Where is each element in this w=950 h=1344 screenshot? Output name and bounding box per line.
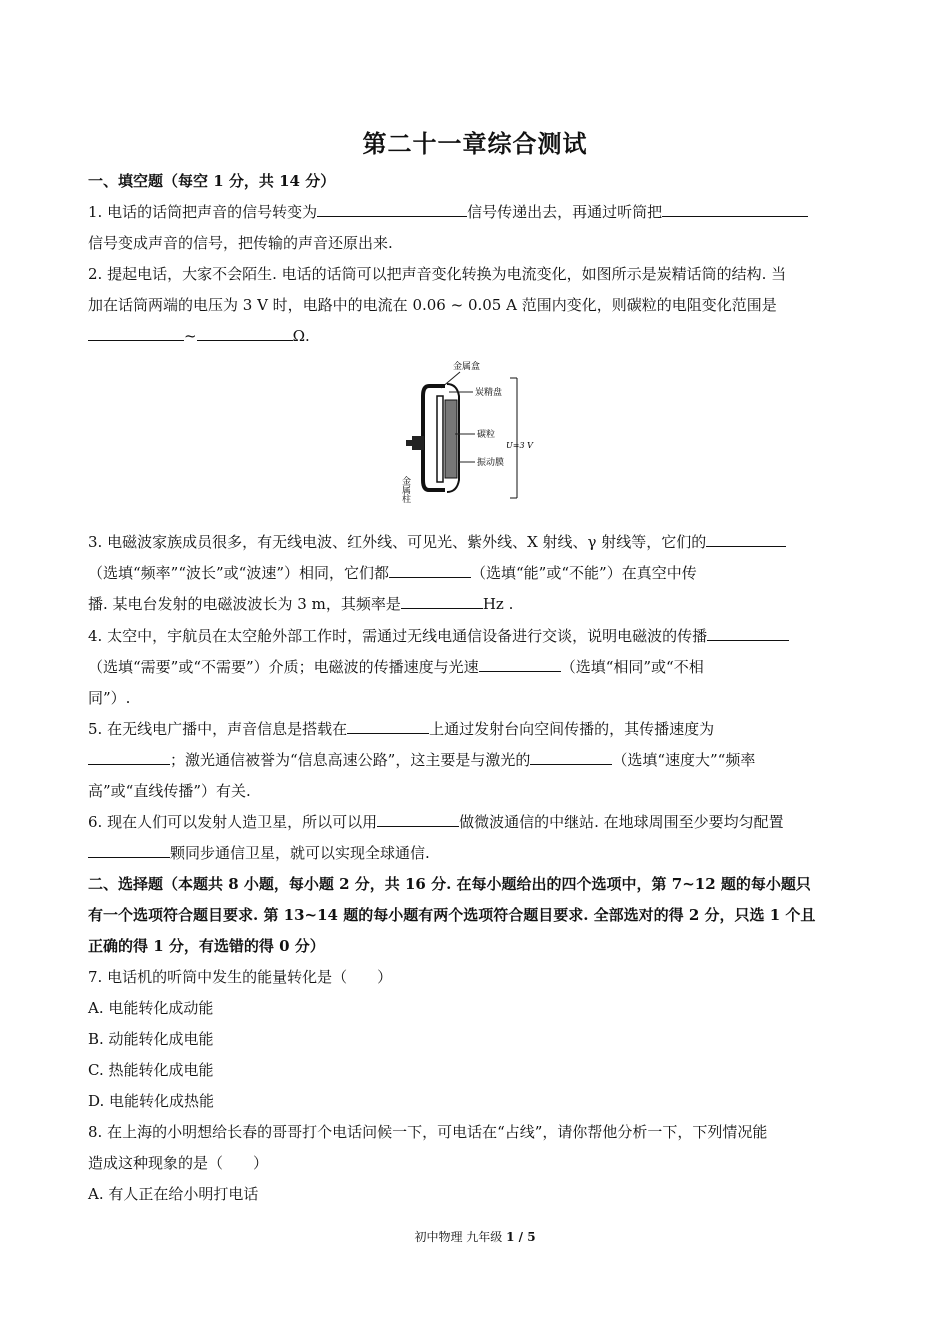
answer-blank[interactable] [317,202,467,217]
question-7-option-d[interactable]: D. 电能转化成热能 [88,1092,215,1110]
figure-label-voltage: U=3 V [506,441,533,450]
question-4-line-1: 4. 太空中，宇航员在太空舱外部工作时，需通过无线电通信设备进行交谈，说明电磁波的传播 [88,626,868,646]
answer-blank[interactable] [706,532,786,547]
answer-blank[interactable] [347,719,429,734]
carbon-microphone-diagram [400,356,545,506]
carbon-granules-block [445,400,457,478]
question-6-line-1: 6. 现在人们可以发射人造卫星，所以可以用 做微波通信的中继站. 在地球周围至少要均匀配置 [88,813,784,831]
question-1-line-2: 信号变成声音的信号，把传输的声音还原出来. [88,234,393,252]
question-7-option-a[interactable]: A. 电能转化成动能 [88,999,214,1017]
carbon-disk-shape [437,396,443,482]
question-7-option-b[interactable]: B. 动能转化成电能 [88,1030,214,1048]
answer-blank[interactable] [389,563,471,578]
question-2-line-3: ~ Ω. [88,326,868,346]
footer-course: 初中物理 九年级 [414,1230,503,1244]
question-2-line-1: 2. 提起电话，大家不会陌生. 电话的话筒可以把声音变化转换为电流变化，如图所示是炭精话筒的结构. 当 [88,265,787,283]
figure-label-carbon-grain: 碳粒 [477,430,496,440]
section-heading-fill-in: 一、填空题（每空 1 分，共 14 分） [88,172,336,190]
question-8-line-1: 8. 在上海的小明想给长春的哥哥打个电话问候一下，可电话在“占线”，请你帮他分析一下，下列情况能 [88,1123,768,1141]
answer-blank[interactable] [197,326,293,341]
figure-label-membrane: 振动膜 [477,458,505,468]
figure-label-metal-box: 金属盒 [453,362,481,372]
question-3-line-3: 播. 某电台发射的电磁波波长为 3 m，其频率是 Hz . [88,595,514,613]
answer-blank[interactable] [88,750,170,765]
question-4-line-3: 同”）. [88,689,131,707]
question-3-line-2: （选填“频率”“波长”或“波速”）相同，它们都 （选填“能”或“不能”）在真空中传 [88,564,697,582]
answer-blank[interactable] [479,657,561,672]
question-5-line-1: 5. 在无线电广播中，声音信息是搭载在 上通过发射台向空间传播的，其传播速度为 [88,720,715,738]
answer-blank[interactable] [662,202,808,217]
section-heading-choice-line-3: 正确的得 1 分，有选错的得 0 分） [88,937,325,955]
page-title: 第二十一章综合测试 [362,129,588,158]
question-6-line-2: 颗同步通信卫星，就可以实现全球通信. [88,843,868,863]
question-5-line-3: 高”或“直线传播”）有关. [88,782,251,800]
section-heading-choice-line-1: 二、选择题（本题共 8 小题，每小题 2 分，共 16 分. 在每小题给出的四个选项中，第 7~12 题的每小题只 [88,875,811,893]
answer-blank[interactable] [88,326,184,341]
figure-label-carbon-disk: 炭精盘 [475,388,503,398]
question-5-line-2: ；激光通信被誉为“信息高速公路”，这主要是与激光的 （选填“速度大”“频率 [88,750,868,770]
question-7-stem: 7. 电话机的听筒中发生的能量转化是（ ） [88,968,393,986]
page-footer [0,1228,950,1245]
question-1-line-1: 1. 电话的话筒把声音的信号转变为 信号传递出去，再通过听筒把 [88,202,868,222]
page-number: 1 / 5 [506,1230,536,1244]
metal-post-shape [412,436,424,450]
question-8-line-2: 造成这种现象的是（ ） [88,1154,269,1172]
question-3-line-1: 3. 电磁波家族成员很多，有无线电波、红外线、可见光、紫外线、X 射线、γ 射线等，它们的 [88,532,868,552]
question-7-option-c[interactable]: C. 热能转化成电能 [88,1061,214,1079]
answer-blank[interactable] [530,750,612,765]
question-8-option-a[interactable]: A. 有人正在给小明打电话 [88,1185,259,1203]
section-heading-choice-line-2: 有一个选项符合题目要求. 第 13~14 题的每小题有两个选项符合题目要求. 全部选对的得 2 分，只选 1 个且 [88,906,816,924]
question-4-line-2: （选填“需要”或“不需要”）介质；电磁波的传播速度与光速 （选填“相同”或“不相 [88,658,704,676]
answer-blank[interactable] [401,594,483,609]
question-2-line-2: 加在话筒两端的电压为 3 V 时，电路中的电流在 0.06 ~ 0.05 A 范围内变化，则碳粒的电阻变化范围是 [88,296,777,314]
answer-blank[interactable] [707,626,789,641]
answer-blank[interactable] [88,843,170,858]
figure-label-metal-post: 金属柱 [400,476,410,503]
answer-blank[interactable] [377,812,459,827]
